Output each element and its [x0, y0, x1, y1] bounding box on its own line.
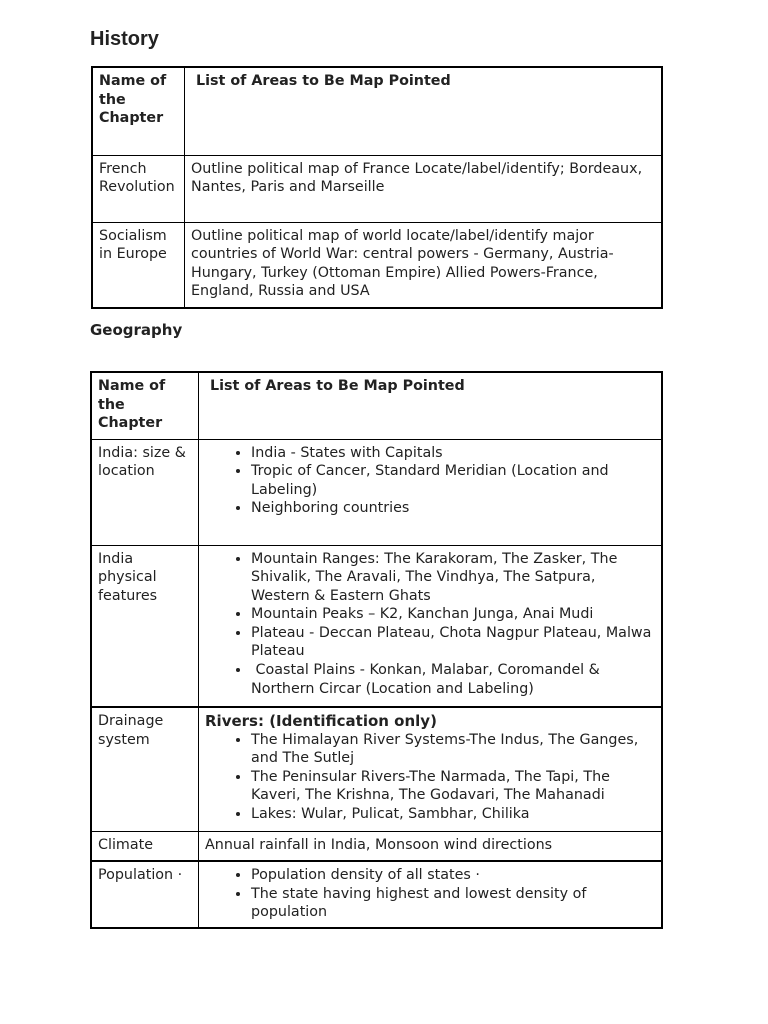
- areas-cell: [199, 861, 663, 928]
- table-row: [91, 861, 662, 928]
- areas-list: [205, 866, 655, 922]
- chapter-cell: Socialism in Europe: [92, 222, 185, 308]
- areas-cell: [199, 707, 663, 831]
- areas-list: [205, 444, 655, 518]
- table-header-row: [92, 67, 662, 155]
- chapter-cell: Population ·: [91, 861, 199, 928]
- geography-table: [90, 371, 663, 929]
- table-row: [91, 707, 662, 831]
- chapter-cell: Drainage system: [91, 707, 199, 831]
- table-row: [91, 545, 662, 707]
- areas-column-header: List of Areas to Be Map Pointed: [185, 67, 663, 155]
- areas-list: [205, 731, 655, 824]
- chapter-cell: French Revolution: [92, 155, 185, 222]
- chapter-cell: Climate: [91, 831, 199, 861]
- chapter-column-header: Name of the Chapter: [91, 372, 199, 439]
- areas-cell: Annual rainfall in India, Monsoon wind directions: [199, 831, 663, 861]
- areas-cell: [199, 545, 663, 707]
- chapter-cell: India: size & location: [91, 439, 199, 545]
- history-heading: History: [90, 28, 159, 50]
- list-item: • The state having highest and lowest density of population: [251, 885, 655, 922]
- areas-cell: [199, 439, 663, 545]
- areas-cell: Outline political map of world locate/label/identify major countries of World War: central powers - Germany, Austria-Hungary, Turkey (Ottoman Empire) Allied Powers-France, England, Russia and USA: [185, 222, 663, 308]
- list-item: • Mountain Ranges: The Karakoram, The Zasker, The Shivalik, The Aravali, The Vindhya, The Satpura, Western & Eastern Ghats: [251, 550, 655, 606]
- list-item: • Plateau - Deccan Plateau, Chota Nagpur Plateau, Malwa Plateau: [251, 624, 655, 661]
- rivers-subheading: Rivers: (Identification only): [205, 712, 437, 730]
- list-item: • Mountain Peaks – K2, Kanchan Junga, Anai Mudi: [251, 605, 655, 624]
- list-item: • The Himalayan River Systems-The Indus, The Ganges, and The Sutlej: [251, 731, 655, 768]
- chapter-cell: India physical features: [91, 545, 199, 707]
- areas-cell: Outline political map of France Locate/label/identify; Bordeaux, Nantes, Paris and Marseille: [185, 155, 663, 222]
- table-row: [91, 439, 662, 545]
- list-item: • Tropic of Cancer, Standard Meridian (Location and Labeling): [251, 462, 655, 499]
- history-table: [91, 66, 663, 309]
- list-item: • Lakes: Wular, Pulicat, Sambhar, Chilika: [251, 805, 655, 824]
- list-item: • Population density of all states ·: [251, 866, 655, 885]
- list-item: • The Peninsular Rivers-The Narmada, The Tapi, The Kaveri, The Krishna, The Godavari, The Mahanadi: [251, 768, 655, 805]
- areas-list: [205, 550, 655, 699]
- geography-heading: Geography: [90, 321, 183, 339]
- table-row: [92, 222, 662, 308]
- areas-column-header: List of Areas to Be Map Pointed: [199, 372, 663, 439]
- table-row: [91, 831, 662, 861]
- chapter-column-header: Name of the Chapter: [92, 67, 185, 155]
- list-item: • Coastal Plains - Konkan, Malabar, Coromandel & Northern Circar (Location and Labeling): [251, 661, 655, 698]
- table-header-row: [91, 372, 662, 439]
- list-item: • Neighboring countries: [251, 499, 655, 518]
- list-item: • India - States with Capitals: [251, 444, 655, 463]
- table-row: [92, 155, 662, 222]
